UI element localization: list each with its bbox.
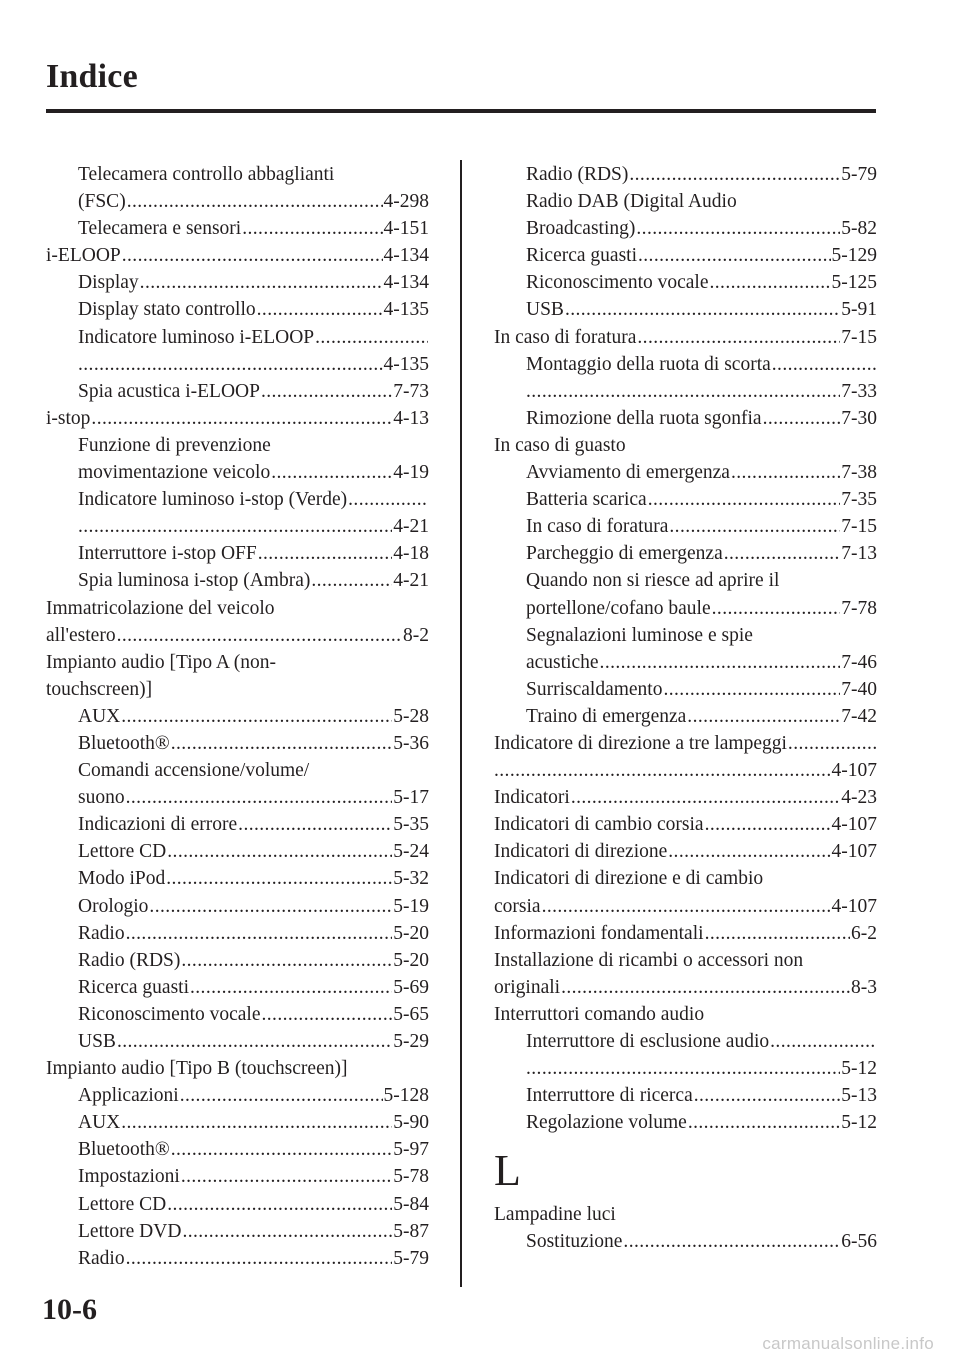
- index-entry-page: 4-107: [831, 895, 877, 917]
- index-entry-page: 5-79: [841, 164, 877, 185]
- index-entry-text: Indicatori di cambio corsia: [494, 814, 704, 836]
- index-entry-text: Parcheggio di emergenza: [526, 543, 723, 565]
- dot-leader: [688, 1109, 840, 1136]
- index-entry-text: Comandi accensione/volume/: [78, 760, 310, 782]
- index-entry-text: Modo iPod: [78, 868, 166, 890]
- index-entry-text: Sostituzione: [526, 1231, 623, 1253]
- index-entry: [46, 432, 429, 459]
- dot-leader: [140, 269, 383, 296]
- dot-leader: [121, 703, 392, 730]
- index-entry: [46, 838, 429, 865]
- index-entry-page: 4-21: [393, 570, 429, 592]
- index-entry-text: Installazione di ricambi o accessori non: [494, 949, 804, 971]
- index-entry-page: 5-12: [841, 1112, 877, 1134]
- index-entry-text: Indicatore luminoso i-ELOOP: [78, 326, 315, 348]
- dot-leader: [494, 757, 831, 784]
- dot-leader: [78, 351, 383, 378]
- index-entry-text: Telecamera e sensori: [78, 218, 242, 240]
- index-entry: [46, 865, 429, 892]
- index-entry-text: Batteria scarica: [526, 489, 647, 511]
- index-entry-text: Indicatore di direzione a tre lampeggi: [494, 732, 787, 754]
- index-entry-text: Ricerca guasti: [526, 245, 637, 267]
- index-entry-text: Broadcasting): [526, 218, 636, 240]
- index-entry-text: Traino di emergenza: [526, 705, 687, 727]
- index-entry-text: Radio (RDS): [526, 164, 629, 185]
- dot-leader: [542, 893, 831, 920]
- index-entry: [46, 1218, 429, 1245]
- dot-leader: [271, 459, 392, 486]
- index-entry: [46, 459, 429, 486]
- index-entry: [46, 1055, 429, 1082]
- dot-leader: [600, 649, 841, 676]
- index-entry: [46, 486, 429, 513]
- index-entry: [46, 1001, 429, 1028]
- index-entry: [494, 595, 877, 622]
- index-entry-text: Spia acustica i-ELOOP: [78, 380, 260, 402]
- index-column-left: [46, 161, 429, 1272]
- index-entry: [494, 513, 877, 540]
- index-entry-text: Indicazioni di errore: [78, 814, 238, 836]
- index-entry-text: AUX: [78, 705, 121, 727]
- index-entry: [494, 378, 877, 405]
- index-entry: [494, 1028, 877, 1055]
- dot-leader: [167, 838, 392, 865]
- dot-leader: [238, 811, 392, 838]
- index-entry-text: Interruttore di esclusione audio: [526, 1031, 770, 1052]
- index-entry-text: Radio: [78, 1247, 125, 1269]
- index-entry-page: 7-38: [841, 462, 877, 484]
- page-title: Indice: [46, 58, 138, 95]
- index-entry-text: acustiche: [526, 651, 599, 673]
- index-entry: [494, 567, 877, 594]
- index-entry-text: Funzione di prevenzione: [78, 434, 271, 456]
- index-entry-page: 7-46: [841, 651, 877, 673]
- header-rule: [46, 109, 876, 113]
- index-entry-text: Bluetooth®: [78, 1139, 170, 1161]
- dot-leader: [526, 378, 840, 405]
- index-entry-text: In caso di foratura: [526, 516, 669, 538]
- index-entry-text: Lettore DVD: [78, 1220, 182, 1242]
- index-entry: [494, 432, 877, 459]
- index-entry-page: 5-97: [393, 1139, 429, 1161]
- index-entry: [46, 351, 429, 378]
- dot-leader: [262, 1001, 393, 1028]
- index-entry: [46, 920, 429, 947]
- index-entry-text: Informazioni fondamentali: [494, 922, 704, 944]
- dot-leader: [710, 269, 831, 296]
- index-entry: [494, 296, 877, 323]
- index-entry: [46, 540, 429, 567]
- index-entry-text: Riconoscimento vocale: [526, 272, 709, 294]
- index-entry-text: suono: [78, 787, 125, 809]
- index-entry: [46, 811, 429, 838]
- index-entry-text: Lettore CD: [78, 841, 167, 863]
- index-entry-page: 5-90: [393, 1112, 429, 1134]
- index-entry-page: 4-134: [383, 272, 429, 294]
- index-entry-page: 5-32: [393, 868, 429, 890]
- index-entry-text: Telecamera controllo abbaglianti: [78, 164, 335, 185]
- index-entry: [46, 215, 429, 242]
- index-entry-page: 4-151: [383, 218, 429, 240]
- index-entry: [494, 893, 877, 920]
- dot-leader: [668, 838, 830, 865]
- dot-leader: [242, 215, 382, 242]
- index-entry-text: Riconoscimento vocale: [78, 1003, 261, 1025]
- index-entry-text: Interruttore di ricerca: [526, 1085, 693, 1107]
- index-entry-text: Impianto audio [Tipo B (touchscreen)]: [46, 1058, 348, 1080]
- index-entry-page: 7-78: [841, 597, 877, 619]
- index-entry: [46, 378, 429, 405]
- index-entry: [46, 893, 429, 920]
- index-entry-text: USB: [78, 1031, 116, 1052]
- index-entry: [494, 974, 877, 1001]
- dot-leader: [167, 1191, 392, 1218]
- index-entry-text: Ricerca guasti: [78, 976, 189, 998]
- index-entry: [494, 188, 877, 215]
- index-entry-text: Avviamento di emergenza: [526, 462, 730, 484]
- index-entry: [494, 784, 877, 811]
- dot-leader: [571, 784, 840, 811]
- index-entry: [494, 242, 877, 269]
- index-entry-text: Surriscaldamento: [526, 678, 663, 700]
- index-entry: [494, 1109, 877, 1136]
- index-entry-page: 8-2: [403, 624, 429, 646]
- index-entry-text: Lampadine luci: [494, 1204, 616, 1226]
- index-entry: [46, 622, 429, 649]
- dot-leader: [171, 1136, 393, 1163]
- dot-leader: [694, 1082, 841, 1109]
- index-entry-page: 5-91: [841, 299, 877, 321]
- dot-leader: [526, 1055, 840, 1082]
- index-entry-text: Montaggio della ruota di scorta: [526, 353, 771, 375]
- dot-leader: [171, 730, 393, 757]
- index-entry: [494, 649, 877, 676]
- dot-leader: [712, 595, 841, 622]
- index-entry-page: 4-134: [383, 245, 429, 267]
- index-entry-page: 7-15: [841, 516, 877, 538]
- index-column-right: [494, 161, 877, 1256]
- index-entry: [46, 296, 429, 323]
- dot-leader: [770, 1028, 876, 1055]
- index-section-letter: L: [494, 1146, 521, 1196]
- dot-leader: [311, 567, 392, 594]
- index-entry-text: Spia luminosa i-stop (Ambra): [78, 570, 311, 592]
- index-entry-text: i-stop: [46, 407, 91, 429]
- dot-leader: [348, 486, 428, 513]
- index-entry-text: Indicatori di direzione: [494, 841, 668, 863]
- index-entry: [494, 459, 877, 486]
- index-entry: [46, 567, 429, 594]
- index-entry-text: In caso di foratura: [494, 326, 637, 348]
- index-entry: [494, 215, 877, 242]
- dot-leader: [669, 513, 840, 540]
- index-entry-page: 6-2: [851, 922, 877, 944]
- index-entry-page: 4-18: [393, 543, 429, 565]
- index-entry: [494, 865, 877, 892]
- index-entry-text: Applicazioni: [78, 1085, 179, 1107]
- index-entry-page: 5-69: [393, 976, 429, 998]
- index-entry-text: Radio: [78, 922, 125, 944]
- index-entry-page: 5-128: [383, 1085, 429, 1107]
- dot-leader: [623, 1228, 840, 1255]
- dot-leader: [126, 784, 393, 811]
- index-entry-page: 4-135: [383, 299, 429, 321]
- index-entry-text: Lettore CD: [78, 1193, 167, 1215]
- index-entry-page: 5-84: [393, 1193, 429, 1215]
- index-entry: [46, 242, 429, 269]
- index-entry-page: 7-33: [841, 380, 877, 402]
- index-entry: [494, 838, 877, 865]
- index-entry-text: Quando non si riesce ad aprire il: [526, 570, 780, 592]
- index-entry: [494, 947, 877, 974]
- index-entry-page: 4-107: [831, 814, 877, 836]
- index-entry-text: Rimozione della ruota sgonfia: [526, 407, 762, 429]
- dot-leader: [629, 161, 840, 188]
- index-entry-text: Display: [78, 272, 139, 294]
- index-entry: [494, 269, 877, 296]
- dot-leader: [181, 1163, 392, 1190]
- index-entry: [494, 676, 877, 703]
- index-entry: [494, 920, 877, 947]
- index-entry-page: 5-19: [393, 895, 429, 917]
- index-entry: [46, 595, 429, 622]
- index-entry: [46, 1109, 429, 1136]
- dot-leader: [180, 1082, 383, 1109]
- dot-leader: [166, 865, 392, 892]
- dot-leader: [181, 947, 392, 974]
- index-entry-text: i-ELOOP: [46, 245, 121, 267]
- index-entry-text: Orologio: [78, 895, 149, 917]
- dot-leader: [126, 920, 393, 947]
- index-entry: [494, 730, 877, 757]
- index-entry: [494, 1228, 877, 1255]
- index-entry-page: 5-28: [393, 705, 429, 727]
- index-entry: [494, 161, 877, 188]
- dot-leader: [149, 893, 392, 920]
- index-entry-page: 5-36: [393, 732, 429, 754]
- dot-leader: [636, 215, 840, 242]
- dot-leader: [637, 324, 840, 351]
- index-entry: [46, 649, 429, 676]
- index-entry-page: 5-129: [831, 245, 877, 267]
- index-entry-page: 4-19: [393, 462, 429, 484]
- index-entry: [494, 405, 877, 432]
- index-entry-text: USB: [526, 299, 564, 321]
- index-entry: [494, 1055, 877, 1082]
- dot-leader: [182, 1218, 392, 1245]
- index-entry: [46, 1245, 429, 1272]
- index-entry-text: originali: [494, 976, 561, 998]
- index-entry-text: Indicatori: [494, 787, 570, 809]
- index-entry-text: Indicatori di direzione e di cambio: [494, 868, 764, 890]
- column-divider: [460, 160, 462, 1287]
- index-entry-page: 8-3: [851, 976, 877, 998]
- dot-leader: [126, 1245, 393, 1272]
- dot-leader: [687, 703, 840, 730]
- index-entry-text: AUX: [78, 1112, 121, 1134]
- index-entry-page: 5-78: [393, 1166, 429, 1188]
- index-entry-page: 5-20: [393, 922, 429, 944]
- index-entry: [46, 405, 429, 432]
- index-entry: [494, 540, 877, 567]
- index-entry-text: Impostazioni: [78, 1166, 180, 1188]
- dot-leader: [257, 296, 383, 323]
- index-entry: [46, 1191, 429, 1218]
- index-entry: [46, 730, 429, 757]
- index-entry-text: Bluetooth®: [78, 732, 170, 754]
- page-number: 10-6: [42, 1293, 97, 1326]
- dot-leader: [561, 974, 850, 1001]
- dot-leader: [261, 378, 392, 405]
- index-entry: [494, 811, 877, 838]
- index-entry: [46, 757, 429, 784]
- index-entry-page: 4-107: [831, 760, 877, 782]
- index-entry-page: 7-40: [841, 678, 877, 700]
- index-entry-page: 5-13: [841, 1085, 877, 1107]
- index-entry: [494, 1001, 877, 1028]
- index-entry-page: 4-298: [383, 191, 429, 213]
- index-entry: [46, 784, 429, 811]
- index-entry: [494, 1082, 877, 1109]
- index-entry-page: 5-29: [393, 1031, 429, 1052]
- index-entry: [46, 1163, 429, 1190]
- index-entry-page: 5-79: [393, 1247, 429, 1269]
- index-entry-text: Display stato controllo: [78, 299, 256, 321]
- dot-leader: [788, 730, 876, 757]
- dot-leader: [121, 1109, 392, 1136]
- index-entry: [494, 486, 877, 513]
- dot-leader: [731, 459, 840, 486]
- index-entry-text: (FSC): [78, 191, 126, 213]
- dot-leader: [91, 405, 392, 432]
- dot-leader: [705, 920, 850, 947]
- dot-leader: [705, 811, 831, 838]
- index-entry: [494, 1201, 877, 1228]
- dot-leader: [78, 513, 392, 540]
- dot-leader: [122, 242, 383, 269]
- index-entry-page: 7-35: [841, 489, 877, 511]
- index-entry-page: 5-125: [831, 272, 877, 294]
- index-entry-page: 4-23: [841, 787, 877, 809]
- index-entry-text: touchscreen)]: [46, 678, 153, 700]
- index-entry-page: 4-21: [393, 516, 429, 538]
- index-entry-page: 5-65: [393, 1003, 429, 1025]
- index-entry: [46, 269, 429, 296]
- dot-leader: [663, 676, 840, 703]
- index-entry-page: 5-35: [393, 814, 429, 836]
- index-entry-text: all'estero: [46, 624, 116, 646]
- index-entry-text: Segnalazioni luminose e spie: [526, 624, 753, 646]
- index-entry-text: Indicatore luminoso i-stop (Verde): [78, 489, 348, 511]
- index-entry-text: Immatricolazione del veicolo: [46, 597, 275, 619]
- index-entry: [46, 1028, 429, 1055]
- index-entry-text: Interruttori comando audio: [494, 1003, 705, 1025]
- dot-leader: [648, 486, 841, 513]
- dot-leader: [638, 242, 831, 269]
- index-entry-page: 7-73: [393, 380, 429, 402]
- dot-leader: [117, 622, 402, 649]
- index-entry-text: Radio (RDS): [78, 949, 181, 971]
- index-entry: [494, 324, 877, 351]
- dot-leader: [127, 188, 383, 215]
- index-entry-page: 5-20: [393, 949, 429, 971]
- watermark: carmanualsonline.info: [762, 1334, 934, 1353]
- index-entry-page: 5-12: [841, 1058, 877, 1080]
- dot-leader: [772, 351, 876, 378]
- index-entry: [46, 1082, 429, 1109]
- index-entry-page: 4-13: [393, 407, 429, 429]
- index-entry-text: Impianto audio [Tipo A (non-: [46, 651, 277, 673]
- index-entry-text: portellone/cofano baule: [526, 597, 711, 619]
- index-entry: [46, 161, 429, 188]
- index-entry-page: 4-107: [831, 841, 877, 863]
- index-entry-page: 7-30: [841, 407, 877, 429]
- dot-leader: [315, 324, 428, 351]
- index-entry: [46, 324, 429, 351]
- dot-leader: [190, 974, 392, 1001]
- dot-leader: [565, 296, 840, 323]
- index-entry: [494, 703, 877, 730]
- index-entry-text: corsia: [494, 895, 541, 917]
- index-entry-page: 5-24: [393, 841, 429, 863]
- index-entry-page: 7-13: [841, 543, 877, 565]
- dot-leader: [258, 540, 393, 567]
- index-entry: [494, 757, 877, 784]
- index-entry-page: 5-87: [393, 1220, 429, 1242]
- index-entry: [494, 622, 877, 649]
- index-entry: [46, 188, 429, 215]
- index-entry: [46, 1136, 429, 1163]
- index-entry-text: movimentazione veicolo: [78, 462, 271, 484]
- dot-leader: [117, 1028, 392, 1055]
- index-entry: [46, 974, 429, 1001]
- index-entry: [46, 676, 429, 703]
- index-entry: [46, 947, 429, 974]
- index-entry: [494, 351, 877, 378]
- index-entry-page: 6-56: [841, 1231, 877, 1253]
- index-entry: [46, 703, 429, 730]
- index-entry-text: Interruttore i-stop OFF: [78, 543, 257, 565]
- index-entry-page: 5-17: [393, 787, 429, 809]
- dot-leader: [724, 540, 841, 567]
- index-entry-text: Radio DAB (Digital Audio: [526, 191, 737, 213]
- index-entry-page: 5-82: [841, 218, 877, 240]
- index-entry: [46, 513, 429, 540]
- index-entry-page: 4-135: [383, 353, 429, 375]
- index-entry-text: In caso di guasto: [494, 434, 626, 456]
- dot-leader: [763, 405, 841, 432]
- index-entry-page: 7-42: [841, 705, 877, 727]
- index-entry-text: Regolazione volume: [526, 1112, 687, 1134]
- index-entry-page: 7-15: [841, 326, 877, 348]
